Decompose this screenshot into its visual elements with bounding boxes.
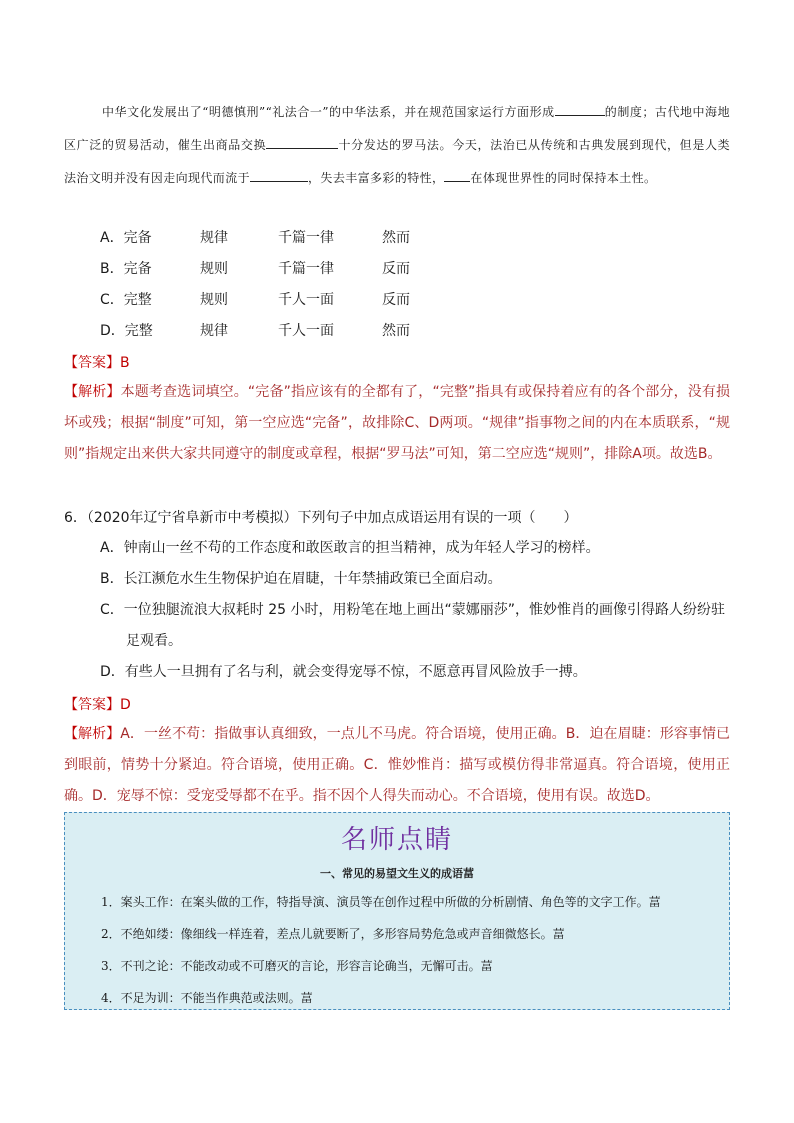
tips-item: 3．不刊之论：不能改动或不可磨灭的言论，形容言论确当，无懈可击。葍 [101, 959, 493, 973]
passage-part-3: 十分发达的罗马法。今天，法治已从传统和古典发展到现代，但是人类法治文明并没有因走向现代而流于 [64, 138, 731, 185]
passage-part-2: 的制度；古代地中海地区广泛的贸易活动，催生出商品交换 [64, 105, 730, 152]
option-word-2: 规律 [200, 230, 228, 246]
q6-option-b: B．长江濒危水生生物保护迫在眉睫，十年禁捕政策已全面启动。 [100, 571, 502, 587]
option-word-4: 然而 [382, 230, 410, 246]
blank-1 [555, 101, 605, 116]
analysis-tag: 【解析】 [64, 384, 121, 400]
answer-value: B [120, 355, 130, 371]
tips-box [64, 812, 730, 1010]
option-word-3: 千篇一律 [278, 261, 334, 277]
q6-answer [64, 694, 131, 714]
tips-item: 4．不足为训：不能当作典范或法则。葍 [101, 991, 313, 1005]
option-label: B．完备 [100, 261, 152, 277]
analysis-tag: 【解析】 [64, 726, 121, 742]
option-word-2: 规则 [200, 261, 228, 277]
q5-analysis [64, 377, 730, 470]
question-5-passage [64, 96, 730, 195]
q6-options [100, 533, 730, 688]
option-word-4: 反而 [382, 261, 410, 277]
q6-option-d: D．有些人一旦拥有了名与利，就会变得宠辱不惊，不愿意再冒风险放手一搏。 [100, 664, 587, 680]
option-label: A．完备 [100, 230, 152, 246]
option-word-4: 然而 [382, 323, 410, 339]
answer-tag: 【答案】 [64, 355, 120, 371]
blank-2 [266, 134, 338, 149]
option-word-2: 规律 [200, 323, 228, 339]
option-word-4: 反而 [382, 292, 410, 308]
q6-option-c: C．一位独腿流浪大叔耗时 25 小时，用粉笔在地上画出“蒙娜丽莎”，惟妙惟肖的画像引得路人纷纷驻足观看。 [100, 602, 725, 649]
blank-3 [250, 167, 308, 182]
q6-option-a: A．钟南山一丝不苟的工作态度和敢医敢言的担当精神，成为年轻人学习的榜样。 [100, 540, 600, 556]
question-6-title: 6．（2020年辽宁省阜新市中考模拟）下列句子中加点成语运用有误的一项（ ） [64, 510, 578, 526]
passage-part-4: ，失去丰富多彩的特性， [308, 171, 445, 185]
tips-item: 1．案头工作：在案头做的工作，特指导演、演员等在创作过程中所做的分析剧情、角色等的文字工作。葍 [101, 895, 661, 909]
tips-item: 2．不绝如缕：像细线一样连着，差点儿就要断了，多形容局势危急或声音细微悠长。葍 [101, 927, 565, 941]
q6-analysis [64, 719, 730, 812]
q5-answer [64, 352, 130, 372]
tips-subtitle: 一、常见的易望文生义的成语葍 [320, 867, 474, 880]
option-label: C．完整 [100, 292, 152, 308]
analysis-text: A．一丝不苟：指做事认真细致，一点儿不马虎。符合语境，使用正确。B．迫在眉睫：形容事情已到眼前，情势十分紧迫。符合语境，使用正确。C．惟妙惟肖：描写或模仿得非常逼真。符合语境，使用正确。D．宠辱不惊：受宠受辱都不在乎。指不因个人得失而动心。不合语境，使用有误。故选D。 [64, 726, 731, 804]
option-word-2: 规则 [200, 292, 228, 308]
option-word-3: 千人一面 [278, 323, 334, 339]
answer-tag: 【答案】 [64, 697, 120, 713]
analysis-text: 本题考查选词填空。“完备”指应该有的全都有了，“完整”指具有或保持着应有的各个部分，没有损坏或残；根据“制度”可知，第一空应选“完备”，故排除C、D两项。“规律”指事物之间的内在本质联系，“规则”指规定出来供大家共同遵守的制度或章程，根据“罗马法”可知，第二空应选“规则”，排除A项。故选B。 [64, 384, 731, 462]
tips-title: 名师点睛 [340, 825, 453, 855]
answer-value: D [120, 697, 131, 713]
option-label: D．完整 [100, 323, 153, 339]
passage-part-1: 中华文化发展出了“明德慎刑”“礼法合一”的中华法系，并在规范国家运行方面形成 [102, 105, 555, 119]
option-word-3: 千篇一律 [278, 230, 334, 246]
passage-part-5: 在体现世界性的同时保持本土性。 [470, 171, 657, 185]
option-word-3: 千人一面 [278, 292, 334, 308]
blank-4 [444, 167, 470, 182]
